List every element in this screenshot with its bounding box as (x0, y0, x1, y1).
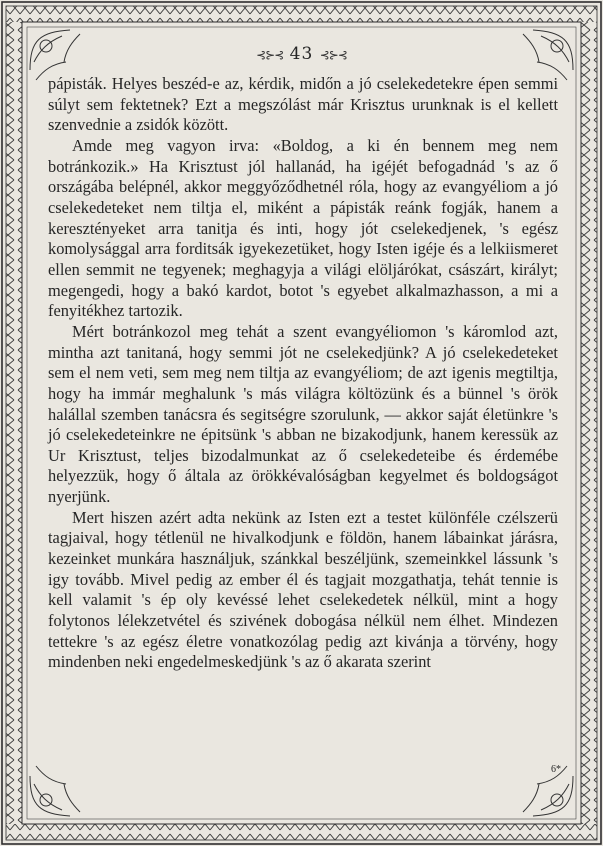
paragraph-4: Mert hiszen azért adta nekünk az Isten ezt a testet különféle czélszerü tagjaival, hogy tétlenül ne hivalkodjunk e földön, hanem lábainkat járásra, kezeinket munkára használjuk, szánkkal beszéljünk, szemeinkkel lássunk 's igy tovább. Mivel pedig az ember él és tagjait mozgathatja, tehát tennie is kell valamit 's ép oly kevéssé lehet cselekedetek nélkül, mint a hogy folytonos lélekzetvétel és szivének dobogása nélkül nem élhet. Mindezen tettekre 's az egész életre vonatkozólag pedig azt kivánja a törvény, hogy mindenben neki engedelmeskedjünk 's az ő akarata szerint (48, 507, 558, 672)
corner-flourish-bottom-left (30, 766, 80, 816)
paragraph-3: Mért botránkozol meg tehát a szent evangyéliomon 's káromlod azt, mintha azt tanitaná, hogy semmi jót ne cselekedjünk? A jó cselekedeteket sem el nem veti, sem meg nem tiltja az evangyéliom; de azt igenis megtiltja, hogy ha immár meghalunk 's más világra költözünk és a bünnel 's örök halállal szemben tanácsra és segitségre szorulunk, — akkor saját életünkre 's jó cselekedeteinkre ne épitsünk 's abban ne bizakodjunk, hanem keressük az Ur Krisztust, teljes bizodalmunkat az ő cselekedeteibe és érdemébe helyezzük, hogy ő általa az örökkévalóságban kegyelmet és boldogságot nyerjünk. (48, 321, 558, 507)
corner-flourish-bottom-right (523, 766, 573, 816)
paragraph-2: Amde meg vagyon irva: «Boldog, a ki én bennem meg nem botránkozik.» Ha Krisztust jól hallanád, ha igéjét befogadnád 's az ő országába belépnél, akkor meggyőződhetnél róla, hogy az evangyéliom a jó cselekedeteket nem tiltja el, miként a pápisták reánk fogják, hanem a keresztényeket arra tanitja és inti, hogy jót cselekedjenek, 's egész komolysággal arra forditsák igyekezetüket, hogy Isten igéje és a lelkiismeret ellen semmit ne tegyenek; meghagyja a világi elöljárókat, császárt, királyt; megengedi, hogy a bakó kardot, botot 's egyebet alkalmazhasson, a mi a fenyitékhez tartozik. (48, 135, 558, 321)
header-ornament-left: ⊰⊱⊰ (256, 48, 284, 62)
page-header (0, 44, 603, 64)
signature-mark: 6* (551, 764, 561, 775)
header-ornament-right: ⊰⊱⊰ (319, 48, 347, 62)
body-text (48, 74, 558, 673)
paragraph-1: pápisták. Helyes beszéd-e az, kérdik, midőn a jó cselekedetekre épen semmi súlyt sem fektetnek? Ezt a megszólást már Krisztus urunknak is el kellett szenvednie a zsidók között. (48, 74, 558, 135)
page-number: 43 (289, 44, 314, 64)
